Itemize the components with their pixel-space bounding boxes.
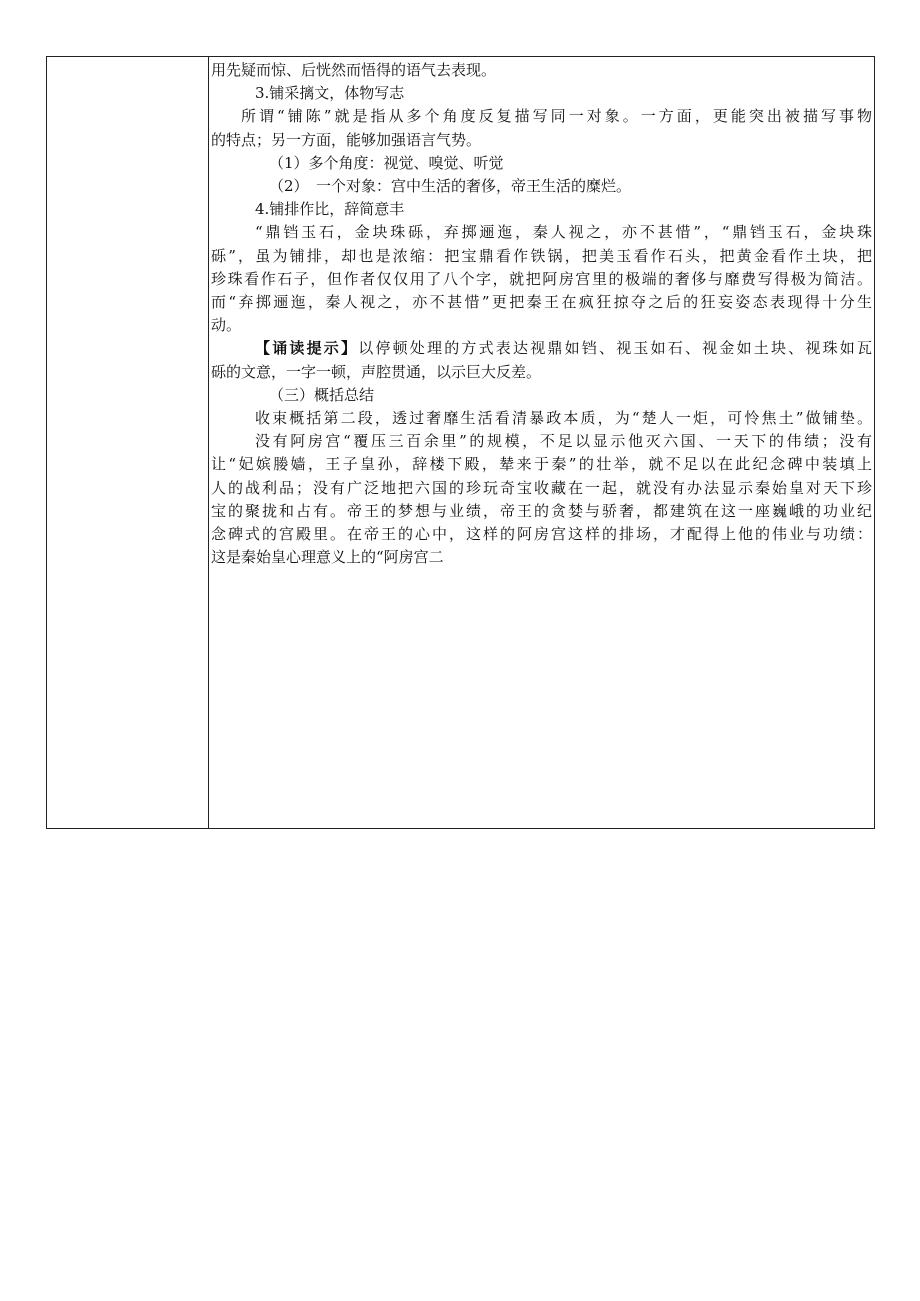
text-line: “鼎铛玉石，金块珠砾，弃掷逦迤，秦人视之，亦不甚惜”，“鼎铛玉石，金块珠	[255, 223, 872, 242]
list-item: （1）多个角度：视觉、嗅觉、听觉	[269, 153, 504, 172]
text-line: 念碑式的宫殿里。在帝王的心中，这样的阿房宫这样的排场，才配得上他的伟业与功绩：	[211, 525, 872, 544]
text-line: 珍珠看作石子，但作者仅仅用了八个字，就把阿房宫里的极端的奢侈与靡费写得极为简洁。	[211, 269, 872, 288]
section-heading: 3.铺采摛文，体物写志	[255, 84, 405, 103]
content-table	[46, 56, 875, 829]
text-line: 人的战利品；没有广泛地把六国的珍玩奇宝收藏在一起，就没有办法显示秦始皇对天下珍	[211, 478, 872, 497]
text-line: 砾”，虽为铺排，却也是浓缩：把宝鼎看作铁锅，把美玉看作石头，把黄金看作土块，把	[211, 246, 872, 265]
reading-tip-text: 以停顿处理的方式表达视鼎如铛、视玉如石、视金如土块、视珠如瓦	[358, 339, 872, 358]
section-heading: 4.铺排作比，辞简意丰	[255, 200, 405, 219]
list-item: （2） 一个对象：宫中生活的奢侈，帝王生活的糜烂。	[269, 177, 632, 196]
text-line: 收束概括第二段，透过奢靡生活看清暴政本质，为“楚人一炬，可怜焦土”做铺垫。	[255, 409, 872, 428]
text-line: 没有阿房宫“覆压三百余里”的规模，不足以显示他灭六国、一天下的伟绩；没有	[255, 432, 872, 451]
reading-tip-line	[211, 337, 872, 360]
section-heading: （三）概括总结	[269, 385, 375, 404]
text-line: 用先疑而惊、后恍然而悟得的语气去表现。	[211, 61, 497, 79]
left-column-cell	[47, 57, 209, 828]
text-line: 动。	[211, 316, 242, 335]
text-line: 砾的文意，一字一顿，声腔贯通，以示巨大反差。	[211, 362, 542, 381]
text-line: 所谓“铺陈”就是指从多个角度反复描写同一对象。一方面，更能突出被描写事物	[241, 107, 872, 126]
reading-tip-label: 【诵读提示】	[255, 339, 359, 358]
text-line: 宝的聚拢和占有。帝王的梦想与业绩，帝王的贪婪与骄奢，都建筑在这一座巍峨的功业纪	[211, 501, 872, 520]
right-column-cell	[209, 57, 874, 828]
text-line: 让“妃嫔媵嫱，王子皇孙，辞楼下殿，辇来于秦”的壮举，就不足以在此纪念碑中装填上	[211, 455, 872, 474]
text-line: 的特点；另一方面，能够加强语言气势。	[211, 130, 482, 149]
text-line: 而“弃掷逦迤，秦人视之，亦不甚惜”更把秦王在疯狂掠夺之后的狂妄姿态表现得十分生	[211, 293, 872, 312]
text-line: 这是秦始皇心理意义上的“阿房宫二	[211, 548, 444, 567]
